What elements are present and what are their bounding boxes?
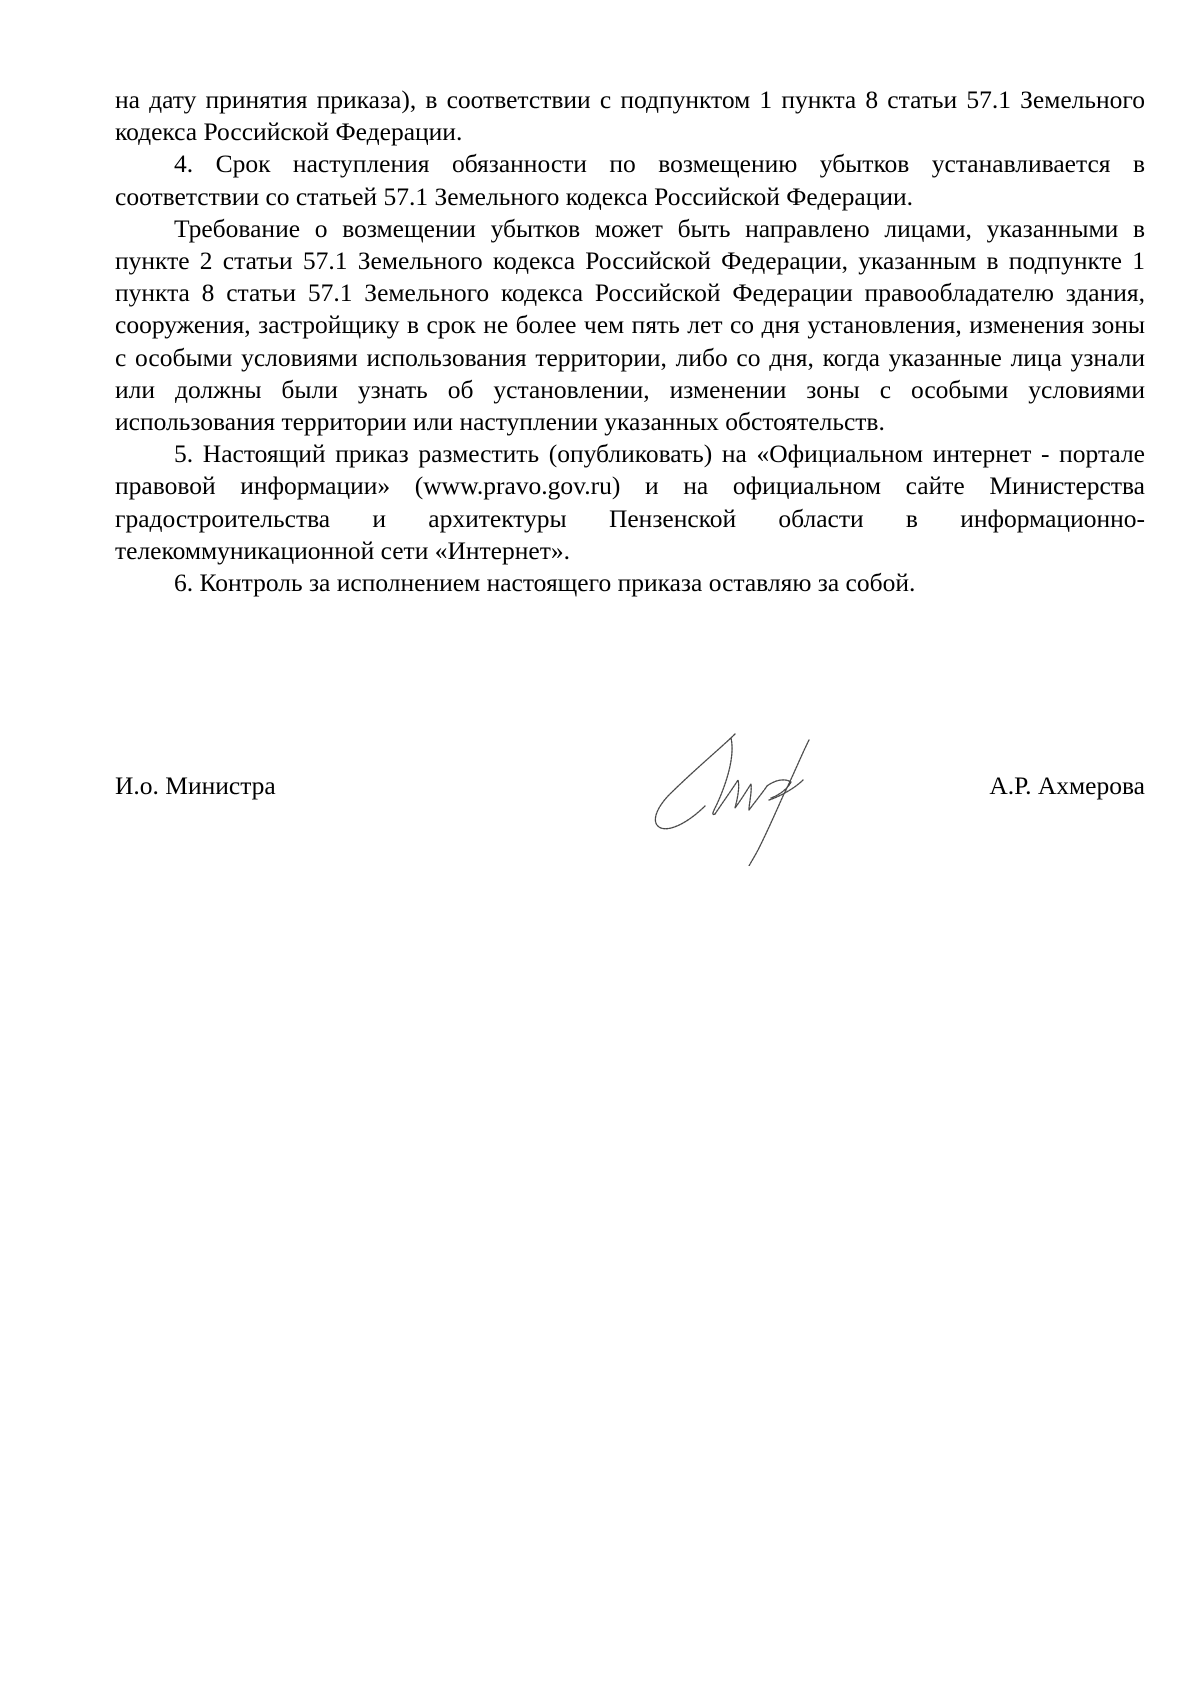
document-body bbox=[115, 84, 1145, 599]
paragraph-item-5: 5. Настоящий приказ разместить (опубликовать) на «Официальном интернет - портале правовой информации» (www.pravo.gov.ru) и на официальном сайте Министерства градостроительства и архитектуры Пензенской области в информационно-телекоммуникационной сети «Интернет». bbox=[115, 439, 1145, 565]
signatory-name: А.Р. Ахмерова bbox=[989, 771, 1145, 800]
signature-block bbox=[115, 770, 1145, 810]
signatory-title: И.о. Министра bbox=[115, 771, 276, 800]
paragraph-claim: Требование о возмещении убытков может быть направлено лицами, указанными в пункте 2 статьи 57.1 Земельного кодекса Российской Федерации, указанным в подпункте 1 пункта 8 статьи 57.1 Земельного кодекса Российской Федерации правообладателю здания, сооружения, застройщику в срок не более чем пять лет со дня установления, изменения зоны с особыми условиями использования территории, либо со дня, когда указанные лица узнали или должны были узнать об установлении, изменении зоны с особыми условиями использования территории или наступлении указанных обстоятельств. bbox=[115, 213, 1145, 437]
paragraph-item-4: 4. Срок наступления обязанности по возмещению убытков устанавливается в соответствии со статьей 57.1 Земельного кодекса Российской Федерации. bbox=[115, 149, 1145, 211]
paragraph-item-6: 6. Контроль за исполнением настоящего приказа оставляю за собой. bbox=[174, 568, 916, 598]
handwritten-signature bbox=[643, 716, 833, 866]
paragraph-intro-continuation: на дату принятия приказа), в соответствии с подпунктом 1 пункта 8 статьи 57.1 Земельного кодекса Российской Федерации. bbox=[115, 85, 1145, 147]
